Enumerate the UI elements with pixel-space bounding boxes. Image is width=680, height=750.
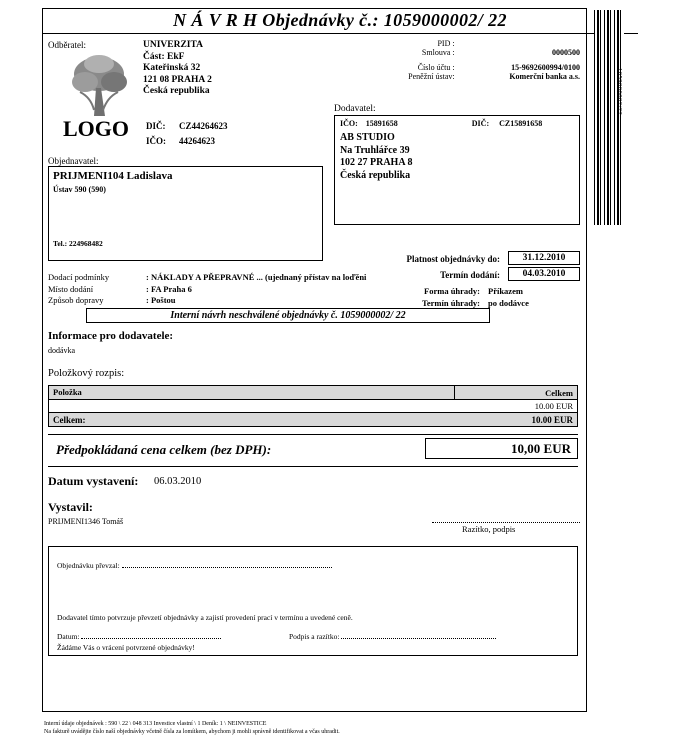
barcode <box>594 10 632 225</box>
date-dots <box>81 630 221 639</box>
supplier-dic-value: CZ15891658 <box>499 119 543 128</box>
info-text: dodávka <box>48 346 76 355</box>
meta-key: Smlouva : <box>421 48 455 57</box>
column-header-item: Položka <box>49 386 455 399</box>
meta-value <box>461 39 580 48</box>
issue-date-value: 06.03.2010 <box>154 476 202 487</box>
terms-value: : FA Praha 6 <box>146 283 192 294</box>
terms-row <box>48 272 578 284</box>
table-row <box>49 400 577 412</box>
stamp-signature-label: Razítko, podpis <box>462 524 516 534</box>
divider <box>48 466 578 467</box>
items-total-row <box>49 412 577 426</box>
buyer-address <box>143 40 212 98</box>
orderer-phone: Tel.: 224968482 <box>53 239 103 248</box>
meta-value: 0000500 <box>552 48 580 57</box>
internal-note: Interní návrh neschválené objednávky č. 1059000002/ 22 <box>86 308 490 323</box>
buyer-dic-label: DIČ: <box>146 121 166 131</box>
meta-key: Číslo účtu : <box>417 63 455 72</box>
payment-term-value: po dodávce <box>488 297 529 308</box>
buyer-ico-value: 44264623 <box>179 136 215 146</box>
supplier-ico-value: 15891658 <box>365 119 398 128</box>
return-request-text: Žádáme Vás o vrácení potvrzené objednávky! <box>57 643 195 652</box>
meta-key: Peněžní ústav: <box>408 72 455 81</box>
supplier-address <box>340 132 413 182</box>
footer <box>44 720 589 736</box>
orderer-box <box>48 166 323 261</box>
page-title: N Á V R H Objednávky č.: 1059000002/ 22 <box>173 10 507 30</box>
received-by-label: Objednávku převzal: <box>57 561 120 570</box>
supplier-ico-label: IČO: <box>340 119 358 128</box>
payment-form-label: Forma úhrady: <box>424 286 480 296</box>
supplier-address-line: Česká republika <box>340 169 411 181</box>
meta-value: 15-9692600994/0100 <box>511 63 580 72</box>
buyer-address-line: Kateřinská 32 <box>143 63 201 73</box>
terms-value: : NÁKLADY A PŘEPRAVNÉ ... (ujednaný přístav na loďěni <box>146 272 367 282</box>
buyer-tax-ids <box>143 118 240 150</box>
barcode-label: 1059000002/22 <box>616 68 623 116</box>
orderer-department: Ústav 590 (590) <box>53 185 106 194</box>
tree-logo-icon <box>70 52 128 118</box>
info-heading: Informace pro dodavatele: <box>48 330 174 342</box>
estimated-price-label: Předpokládaná cena celkem (bez DPH): <box>56 442 272 457</box>
barcode-bars <box>594 10 624 225</box>
footer-line: Interní údaje objednávek : 590 \ 22 \ 048 313 Investice vlastní \ 1 Deník: 1 \ NEINVESTICE <box>44 721 267 727</box>
buyer-address-line: Česká republika <box>143 86 210 96</box>
cell-total: 10.00 EUR <box>534 401 573 411</box>
logo-text: LOGO <box>62 116 129 141</box>
validity-value: 31.12.2010 <box>508 251 580 265</box>
issue-date-label: Datum vystavení: <box>48 474 139 488</box>
supplier-address-line: 102 27 PRAHA 8 <box>340 157 413 168</box>
supplier-caption: Dodavatel: <box>334 104 376 114</box>
validity-label: Platnost objednávky do: <box>406 254 500 264</box>
payment-form-value: Příkazem <box>488 286 523 296</box>
signature-stamp-line <box>289 630 496 641</box>
meta-key: PID : <box>437 39 455 48</box>
footer-line: Na fakturě uvádějte číslo naší objednávky včetně čísla za lomítkem, abychom ji mohli správně identifikovat a včas uhradit. <box>44 729 340 735</box>
confirmation-box <box>48 546 578 656</box>
issuer-label: Vystavil: <box>48 500 93 514</box>
estimated-price-value: 10,00 EUR <box>425 438 578 459</box>
orderer-caption: Objednavatel: <box>48 156 99 166</box>
date-line <box>57 630 221 641</box>
supplier-address-line: AB STUDIO <box>340 132 395 143</box>
meta-value: Komerční banka a.s. <box>509 72 580 81</box>
orderer-name: PRIJMENI104 Ladislava <box>53 170 173 182</box>
supplier-box <box>334 115 580 225</box>
signature-stamp-label: Podpis a razítko: <box>289 632 340 641</box>
items-heading: Položkový rozpis: <box>48 368 125 379</box>
buyer-address-line: UNIVERZITA <box>143 40 204 50</box>
total-value: 10.00 EUR <box>531 414 573 425</box>
received-by-dots <box>122 559 332 568</box>
document-title-bar <box>42 8 638 34</box>
total-label: Celkem: <box>53 414 86 425</box>
terms-row <box>372 286 578 298</box>
buyer-caption: Odběratel: <box>48 40 86 50</box>
buyer-address-line: Část: EkF <box>143 51 185 62</box>
terms-right <box>372 286 578 309</box>
terms-key: Dodací podmínky <box>48 272 110 282</box>
delivery-date-value: 04.03.2010 <box>508 267 580 281</box>
buyer-ico-label: IČO: <box>146 136 166 146</box>
terms-key: Způsob dopravy <box>48 295 104 305</box>
supplier-confirmation-text: Dodavatel tímto potvrzuje převzetí objednávky a zajistí provedení prací v termínu a uvedené ceně. <box>57 613 353 622</box>
logo <box>52 52 140 152</box>
supplier-address-line: Na Truhlářce 39 <box>340 144 410 156</box>
received-by-line <box>57 559 332 570</box>
items-table <box>48 385 578 427</box>
terms-key: Místo dodání <box>48 283 94 294</box>
issuer-value: PRIJMENI1346 Tomáš <box>48 517 124 526</box>
date-label: Datum: <box>57 632 80 641</box>
payment-term-label: Termín úhrady: <box>421 297 480 308</box>
items-table-header <box>49 386 577 400</box>
supplier-tax-ids <box>340 119 576 128</box>
buyer-address-line: 121 08 PRAHA 2 <box>143 74 212 85</box>
invoice-page <box>42 8 638 735</box>
terms-value: : Poštou <box>146 295 176 305</box>
delivery-date-label: Termín dodání: <box>440 270 500 280</box>
signature-stamp-dots <box>341 630 496 639</box>
divider <box>48 434 578 435</box>
signature-line <box>432 514 580 523</box>
column-header-total: Celkem <box>545 387 573 398</box>
supplier-dic-label: DIČ: <box>471 119 490 128</box>
header-meta <box>372 39 580 81</box>
buyer-dic-value: CZ44264623 <box>179 121 228 131</box>
